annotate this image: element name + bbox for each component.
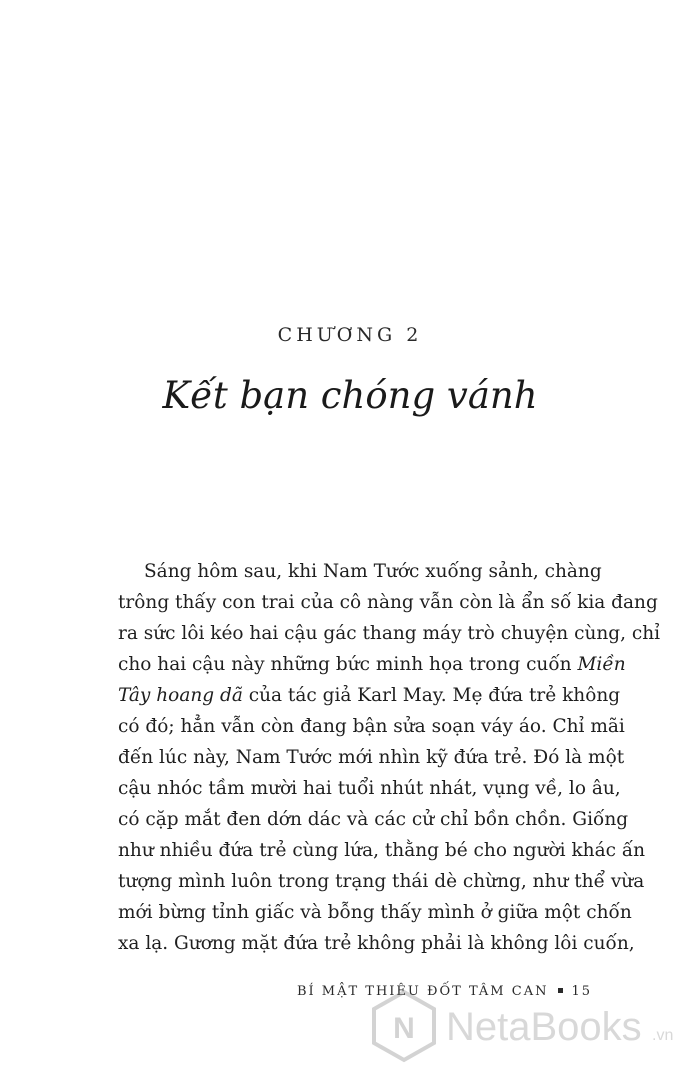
watermark-suffix: .vn (652, 1027, 674, 1044)
text-line: ra sức lôi kéo hai cậu gác thang máy trò chuyện cùng, chỉ (118, 623, 661, 644)
chapter-title: Kết bạn chóng vánh (162, 374, 538, 417)
text-line: xa lạ. Gương mặt đứa trẻ không phải là không lôi cuốn, (118, 933, 635, 954)
footer-book-title: BÍ MẬT THIÊU ĐỐT TÂM CAN (296, 984, 549, 999)
text-line: Sáng hôm sau, khi Nam Tước xuống sảnh, chàng (144, 561, 602, 582)
text-segment: của tác giả Karl May. Mẹ đứa trẻ không (248, 685, 621, 706)
text-line: có cặp mắt đen dớn dác và các cử chỉ bồn chồn. Giống (118, 809, 629, 830)
text-line: tượng mình luôn trong trạng thái dè chừng, như thể vừa (118, 871, 645, 892)
book-reference: Miền (577, 654, 626, 675)
book-reference: Tây hoang dã (118, 685, 243, 706)
body-text (118, 556, 661, 959)
watermark-brand: NetaBooks (446, 1005, 642, 1049)
text-line (118, 680, 621, 711)
text-line (118, 649, 626, 680)
text-line: trông thấy con trai của cô nàng vẫn còn là ẩn số kia đang (118, 592, 658, 613)
text-line: đến lúc này, Nam Tước mới nhìn kỹ đứa trẻ. Đó là một (118, 747, 625, 768)
watermark (364, 986, 694, 1070)
text-line: có đó; hẳn vẫn còn đang bận sửa soạn váy áo. Chỉ mãi (118, 716, 625, 737)
netabooks-logo-icon (364, 986, 694, 1070)
text-segment: cho hai cậu này những bức minh họa trong cuốn (118, 654, 572, 675)
page-number: 15 (571, 984, 592, 999)
text-line: cậu nhóc tầm mười hai tuổi nhút nhát, vụng về, lo âu, (118, 778, 621, 799)
text-line: mới bừng tỉnh giấc và bỗng thấy mình ở giữa một chốn (118, 902, 632, 923)
svg-text:N: N (393, 1012, 415, 1045)
text-line: như nhiều đứa trẻ cùng lứa, thằng bé cho người khác ấn (118, 840, 646, 861)
chapter-label: CHƯƠNG 2 (277, 324, 423, 346)
